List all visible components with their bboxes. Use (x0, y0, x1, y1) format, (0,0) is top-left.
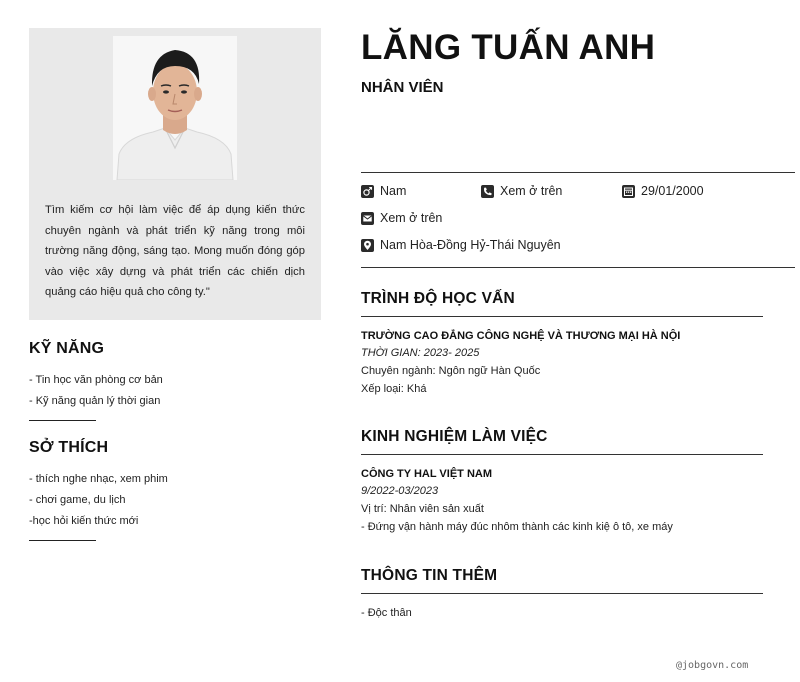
contact-address (361, 238, 561, 252)
phone-value: Xem ở trên (500, 184, 563, 198)
hobby-item: - thích nghe nhạc, xem phim (29, 473, 168, 485)
skills-heading: KỸ NĂNG (29, 340, 105, 357)
additional-item: - Độc thân (361, 607, 412, 619)
divider (361, 593, 763, 594)
gender-icon (361, 185, 374, 198)
skills-list (29, 370, 321, 412)
school-name: TRƯỜNG CAO ĐẲNG CÔNG NGHỆ VÀ THƯƠNG MẠI HÀ NỘI (361, 330, 681, 342)
location-icon (361, 239, 374, 252)
company-name: CÔNG TY HAL VIỆT NAM (361, 468, 492, 480)
education-rank: Xếp loại: Khá (361, 383, 427, 395)
divider (29, 420, 96, 421)
divider (29, 540, 96, 541)
email-icon (361, 212, 374, 225)
contact-birthday (622, 184, 704, 198)
contact-email (361, 211, 442, 225)
additional-heading: THÔNG TIN THÊM (361, 567, 498, 584)
career-objective: Tìm kiếm cơ hội làm việc để áp dụng kiến thức chuyên ngành và phát triển kỹ năng trong môi trường năng động, sáng tạo. Mong muốn đóng góp vào việc xây dựng và phát triển các chiến dịch quảng cáo hiệu quả cho công ty." (45, 204, 305, 298)
profile-box (29, 28, 321, 320)
email-value: Xem ở trên (380, 211, 443, 225)
experience-heading: KINH NGHIỆM LÀM VIỆC (361, 428, 548, 445)
divider (361, 316, 763, 317)
hobby-item: - chơi game, du lịch (29, 494, 126, 506)
skill-item: - Kỹ năng quản lý thời gian (29, 395, 161, 407)
education-time: THỜI GIAN: 2023- 2025 (361, 347, 480, 359)
watermark: @jobgovn.com (676, 660, 749, 671)
experience-time: 9/2022-03/2023 (361, 485, 439, 497)
contact-phone (481, 184, 562, 198)
divider (361, 267, 795, 268)
hobbies-section (29, 439, 321, 541)
experience-entry (361, 468, 763, 533)
person-photo-icon (113, 36, 237, 180)
hobby-item: -học hỏi kiến thức mới (29, 515, 139, 527)
divider (361, 172, 795, 173)
experience-duty: - Đứng vận hành máy đúc nhôm thành các kinh kiệ ô tô, xe máy (361, 521, 673, 533)
candidate-name: LĂNG TUẤN ANH (361, 28, 656, 67)
skill-item: - Tin học văn phòng cơ bản (29, 374, 163, 386)
hobbies-list (29, 469, 321, 532)
phone-icon (481, 185, 494, 198)
divider (361, 454, 763, 455)
hobbies-heading: SỞ THÍCH (29, 439, 109, 456)
additional-entry (361, 607, 763, 619)
skills-section (29, 340, 321, 421)
gender-value: Nam (380, 184, 407, 198)
calendar-icon (622, 185, 635, 198)
experience-position: Vị trí: Nhân viên sản xuất (361, 503, 484, 515)
birthday-value: 29/01/2000 (641, 184, 704, 198)
education-heading: TRÌNH ĐỘ HỌC VẤN (361, 290, 515, 307)
education-major: Chuyên ngành: Ngôn ngữ Hàn Quốc (361, 365, 541, 377)
contact-gender (361, 184, 406, 198)
education-entry (361, 330, 763, 395)
address-value: Nam Hòa-Đồng Hỷ-Thái Nguyên (380, 238, 561, 252)
profile-photo (113, 36, 237, 180)
job-title: NHÂN VIÊN (361, 79, 444, 96)
